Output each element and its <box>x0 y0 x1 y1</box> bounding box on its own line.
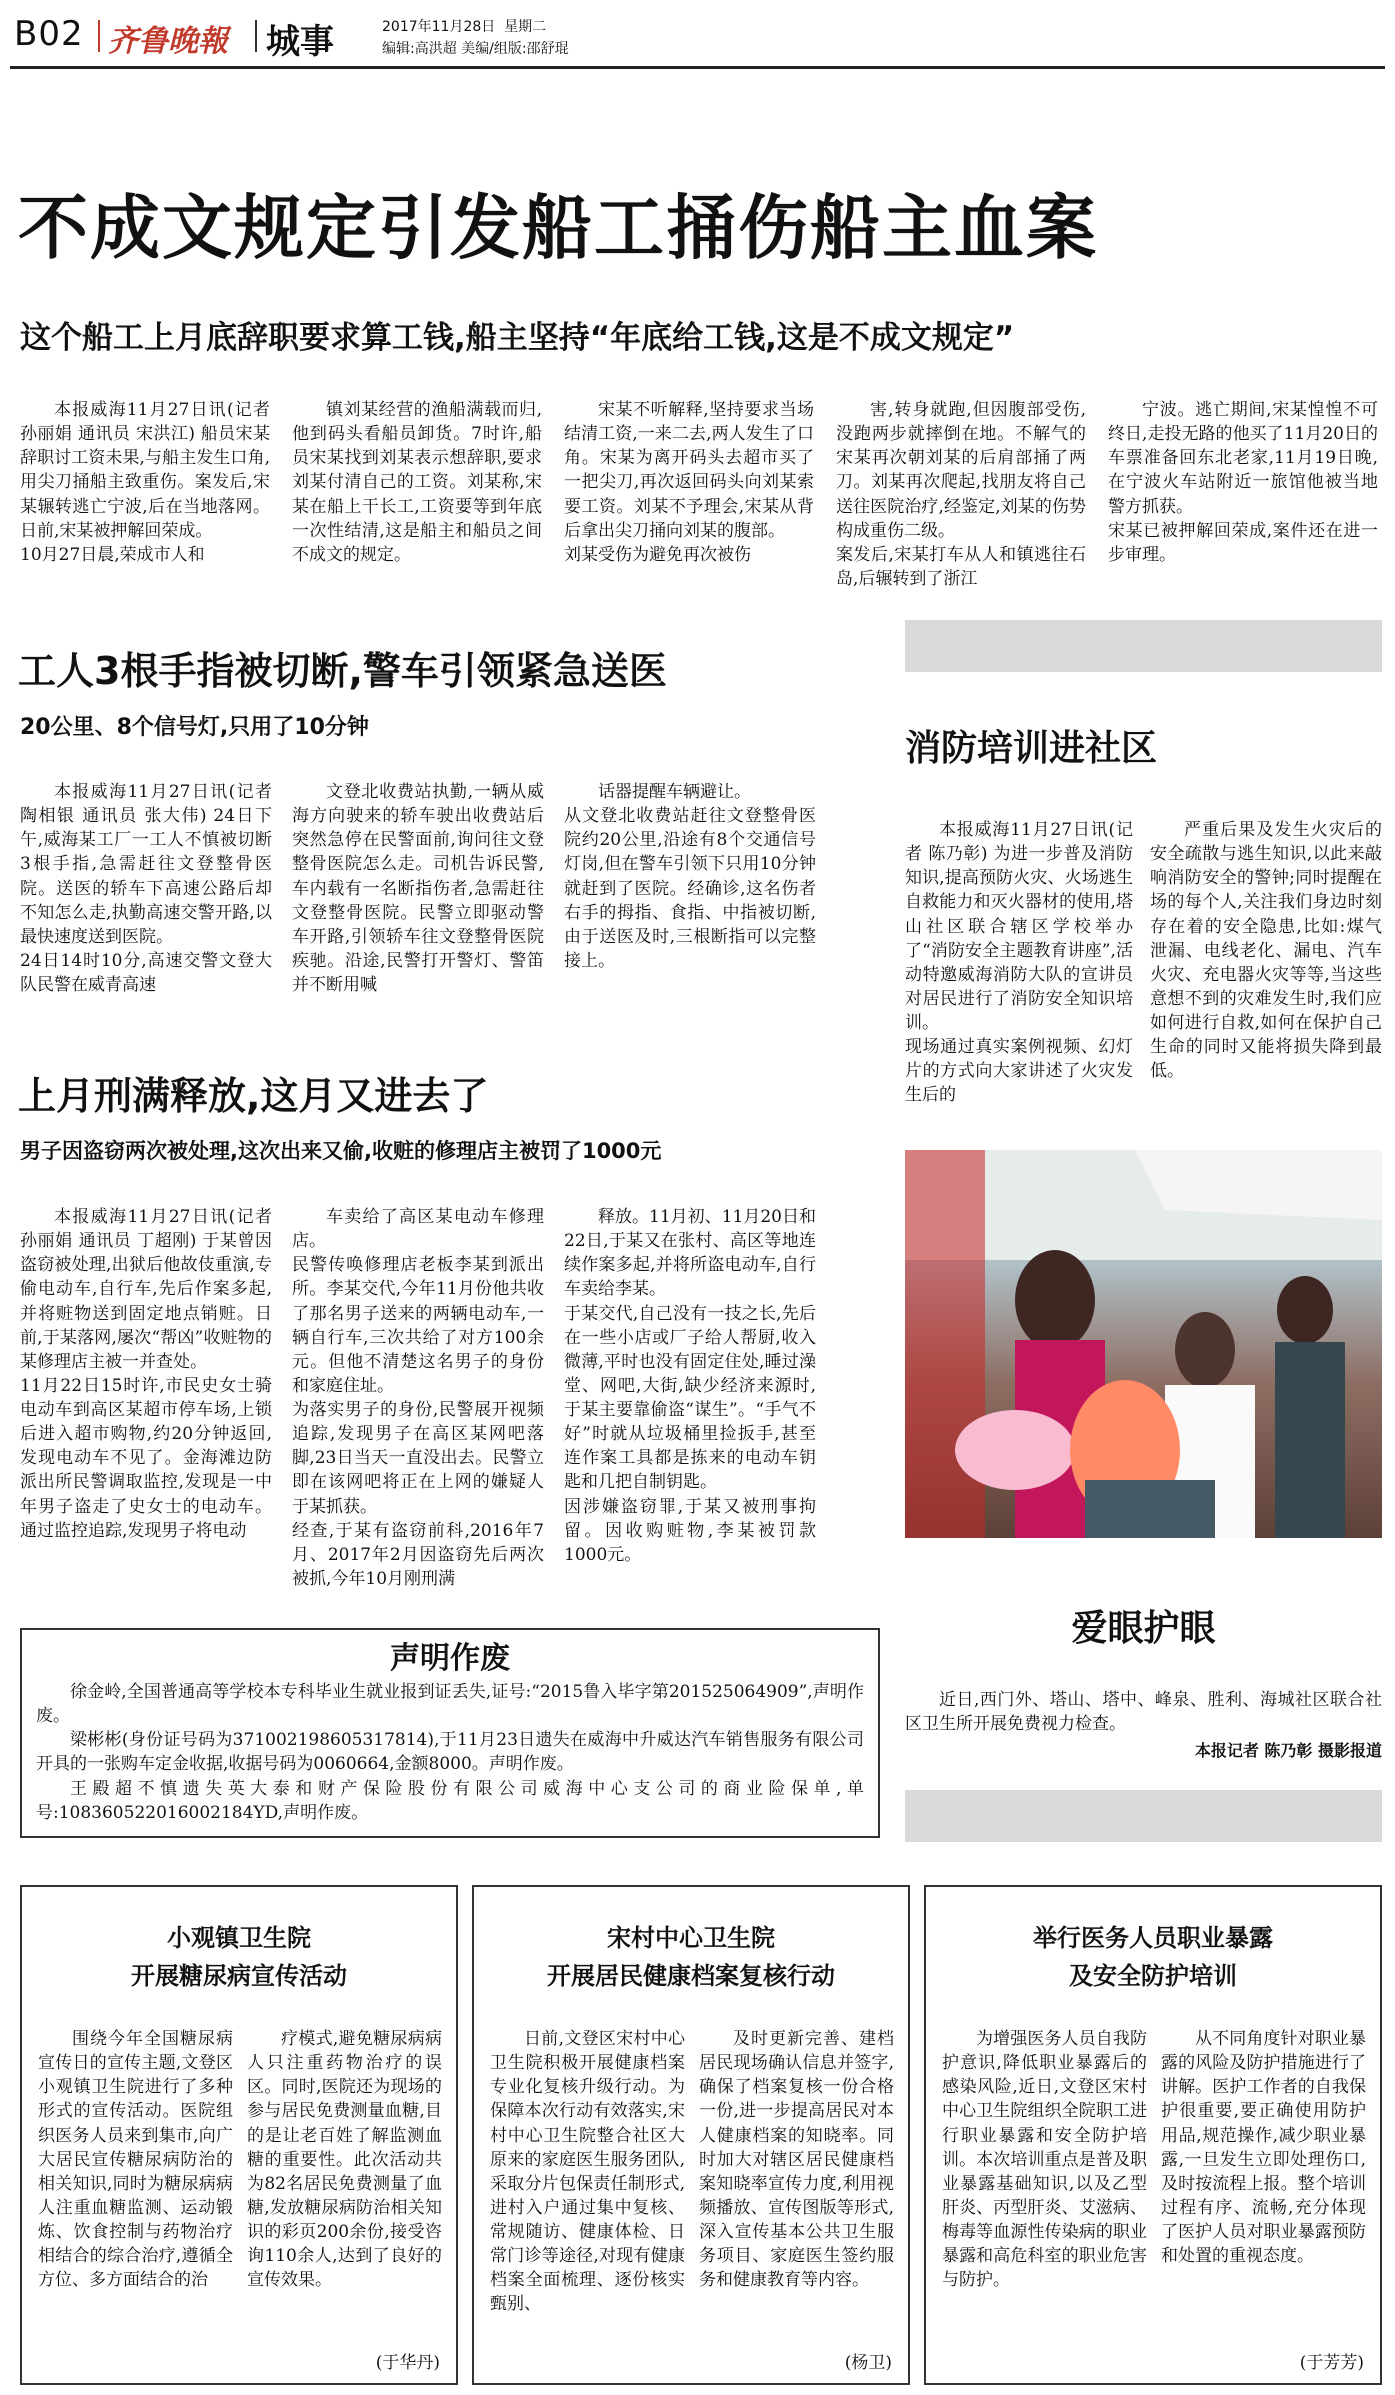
editor-credits: 编辑:高洪超 美编/组版:邵舒琨 <box>382 41 569 57</box>
box3-title-2: 及安全防护培训 <box>1069 1962 1237 1991</box>
lead-column-4 <box>836 398 1086 593</box>
box2-title-2: 开展居民健康档案复核行动 <box>547 1962 835 1991</box>
masthead-rule <box>10 66 1385 69</box>
photo-illustration <box>905 1150 1382 1538</box>
masthead <box>10 8 1385 62</box>
story3-text-1: 本报威海11月27日讯(记者 孙丽娟 通讯员 丁超刚) 于某曾因盗窃被处理,出狱后他故伎重演,专偷电动车,自行车,先后作案多起,并将赃物送到固定地点销赃。日前,于某落网,屡次“帮凶”收赃物的某修理店主被一并查处。 11月22日15时许,市民史女士骑电动车到高区某超市停车场,上锁后进入超市购物,约20分钟返回,发现电动车不见了。金海滩边防派出所民警调取监控,发现是一中年男子盗走了史女士的电动车。通过监控追踪,发现男子将电动 <box>20 1207 272 1541</box>
box1-column-1 <box>38 2027 233 2357</box>
page-number: B02 <box>14 14 84 54</box>
masthead-divider <box>98 20 100 52</box>
eye-headline: 爱眼护眼 <box>1071 1608 1216 1649</box>
lead-column-2 <box>292 398 542 593</box>
eye-credit: 本报记者 陈乃彰 摄影报道 <box>1194 1741 1382 1761</box>
box-1 <box>20 1885 458 2385</box>
lead-subheadline: 这个船工上月底辞职要求算工钱,船主坚持“年底给工钱,这是不成文规定” <box>20 320 1015 356</box>
story3-text-3: 释放。11月初、11月20日和22日,于某又在张村、高区等地连续作案多起,并将所盗电动车,自行车卖给李某。 于某交代,自己没有一技之长,先后在一些小店或厂子给人帮厨,收入微薄,平时也没有固定住处,睡过澡堂、网吧,大街,缺少经济来源时,于某主要靠偷盗“谋生”。“手气不好”时就从垃圾桶里捡扳手,甚至连作案工具都是拣来的电动车钥匙和几把自制钥匙。 因涉嫌盗窃罪,于某又被刑事拘留。因收购赃物,李某被罚款1000元。 <box>564 1207 816 1565</box>
story3-text-2: 车卖给了高区某电动车修理店。 民警传唤修理店老板李某到派出所。李某交代,今年11月份他共收了那名男子送来的两辆电动车,一辆自行车,三次共给了对方100余元。但他不清楚这名男子的身份和家庭住址。 为落实男子的身份,民警展开视频追踪,发现男子在高区某网吧落脚,23日当天一直没出去。民警立即在该网吧将正在上网的嫌疑人于某抓获。 经查,于某有盗窃前科,2016年7月、2017年2月因盗窃先后两次被抓,今年10月刚刑满 <box>292 1207 544 1589</box>
box2-column-2 <box>699 2027 894 2337</box>
story2-column-2 <box>292 780 544 1025</box>
story2-subheadline: 20公里、8个信号灯,只用了10分钟 <box>20 715 369 740</box>
lead-headline: 不成文规定引发船工捅伤船主血案 <box>18 187 1098 269</box>
weekday-text: 星期二 <box>504 19 547 35</box>
box-2 <box>472 1885 910 2385</box>
box2-column-1 <box>490 2027 685 2357</box>
box1-signature: (于华丹) <box>375 2353 440 2373</box>
box2-title-1: 宋村中心卫生院 <box>607 1924 775 1952</box>
section-name: 城事 <box>266 22 334 62</box>
lead-text-5: 宁波。逃亡期间,宋某惶惶不可终日,走投无路的他买了11月20日的车票准备回东北老家,11月19日晚,在宁波火车站附近一旅馆他被当地警方抓获。 宋某已被押解回荣成,案件还在进一步审理。 <box>1108 400 1378 565</box>
notice-item-1: 徐金岭,全国普通高等学校本专科毕业生就业报到证丢失,证号:“2015鲁入毕字第201525064909”,声明作废。 <box>36 1682 864 1727</box>
story2-text-1: 本报威海11月27日讯(记者 陶相银 通讯员 张大伟) 24日下午,威海某工厂一工人不慎被切断3根手指,急需赶往文登整骨医院。送医的轿车下高速公路后却不知怎么走,执勤高速交警开路,以最快速度送到医院。 24日14时10分,高速交警文登大队民警在威青高速 <box>20 782 272 995</box>
grey-bar-2 <box>905 1790 1382 1842</box>
lead-text-2: 镇刘某经营的渔船满载而归,他到码头看船员卸货。7时许,船员宋某找到刘某表示想辞职,要求刘某付清自己的工资。刘某称,宋某在船上干长工,工资要等到年底一次性结清,这是船主和船员之间不成文的规定。 <box>292 400 542 565</box>
notice-item-2: 梁彬彬(身份证号码为371002198605317814),于11月23日遗失在威海中升威达汽车销售服务有限公司开具的一张购车定金收据,收据号码为0060664,金额8000。声明作废。 <box>36 1730 864 1775</box>
box3-column-2 <box>1161 2027 1366 2337</box>
story3-subheadline: 男子因盗窃两次被处理,这次出来又偷,收赃的修理店主被罚了1000元 <box>20 1139 662 1163</box>
story3-headline: 上月刑满释放,这月又进去了 <box>18 1074 489 1118</box>
box1-text-2: 疗模式,避免糖尿病病人只注重药物治疗的误区。同时,医院还为现场的参与居民免费测量血糖,目的是让老百姓了解监测血糖的重要性。此次活动共为82名居民免费测量了血糖,发放糖尿病防治相关知识的彩页200余份,接受咨询110余人,达到了良好的宣传效果。 <box>247 2029 442 2291</box>
masthead-divider-2 <box>255 20 257 52</box>
lead-column-3 <box>564 398 814 593</box>
lead-column-5 <box>1108 398 1378 593</box>
box3-column-1 <box>942 2027 1147 2357</box>
story2-headline: 工人3根手指被切断,警车引领紧急送医 <box>18 649 667 693</box>
story3-column-1 <box>20 1205 272 1610</box>
notice-title: 声明作废 <box>390 1641 510 1676</box>
issue-date <box>382 16 546 36</box>
lead-text-4: 害,转身就跑,但因腹部受伤,没跑两步就摔倒在地。不解气的宋某再次朝刘某的后肩部捅了两刀。刘某再次爬起,找朋友将自己送往医院治疗,经鉴定,刘某的伤势构成重伤二级。 案发后,宋某打车从人和镇逃往石岛,后辗转到了浙江 <box>836 400 1086 589</box>
fire-column-2 <box>1150 818 1382 1133</box>
box2-text-2: 及时更新完善、建档居民现场确认信息并签字,确保了档案复核一份合格一份,进一步提高居民对本人健康档案的知晓率。同时加大对辖区居民健康档案知晓率宣传力度,利用视频播放、宣传图版等形式,深入宣传基本公共卫生服务项目、家庭医生签约服务和健康教育等内容。 <box>699 2029 894 2291</box>
fire-text-2: 严重后果及发生火灾后的安全疏散与逃生知识,以此来敲响消防安全的警钟;同时提醒在场的每个人,关注我们身边时刻存在着的安全隐患,比如:煤气泄漏、电线老化、漏电、汽车火灾、充电器火灾等等,当这些意想不到的灾难发生时,我们应如何进行自救,如何在保护自己生命的同时又能将损失降到最低。 <box>1150 820 1382 1082</box>
fire-text-1: 本报威海11月27日讯(记者 陈乃彰) 为进一步普及消防知识,提高预防火灾、火场逃生自救能力和灭火器材的使用,塔山社区联合辖区学校举办了“消防安全主题教育讲座”,活动特邀威海消防大队的宣讲员对居民进行了消防安全知识培训。 现场通过真实案例视频、幻灯片的方式向大家讲述了火灾发生后的 <box>905 820 1133 1106</box>
fire-column-1 <box>905 818 1133 1133</box>
story3-column-3 <box>564 1205 816 1610</box>
box1-column-2 <box>247 2027 442 2337</box>
box2-text-1: 日前,文登区宋村中心卫生院积极开展健康档案专业化复核升级行动。为保障本次行动有效落实,宋村中心卫生院整合社区大原来的家庭医生服务团队,采取分片包保责任制形式,进村入户通过集中复核、常规随访、健康体检、日常门诊等途径,对现有健康档案全面梳理、逐份核实甄别、 <box>490 2029 685 2315</box>
story2-column-1 <box>20 780 272 1025</box>
lead-text-1: 本报威海11月27日讯(记者 孙丽娟 通讯员 宋洪江) 船员宋某辞职讨工资未果,与船主发生口角,用尖刀捅船主致重伤。案发后,宋某辗转逃亡宁波,后在当地落网。日前,宋某被押解回荣成。 10月27日晨,荣成市人和 <box>20 400 270 565</box>
notice-item-3: 王殿超不慎遗失英大泰和财产保险股份有限公司威海中心支公司的商业险保单,单号:108360522016002184YD,声明作废。 <box>36 1778 864 1823</box>
story2-text-2: 文登北收费站执勤,一辆从威海方向驶来的轿车驶出收费站后突然急停在民警面前,询问往文登整骨医院怎么走。司机告诉民警,车内载有一名断指伤者,急需赶往文登整骨医院。民警立即驱动警车开路,引领轿车往文登整骨医院疾驰。沿途,民警打开警灯、警笛并不断用喊 <box>292 782 544 995</box>
grey-bar-1 <box>905 620 1382 672</box>
story2-column-3 <box>564 780 816 1025</box>
box3-signature: (于芳芳) <box>1299 2353 1364 2373</box>
lead-text-3: 宋某不听解释,坚持要求当场结清工资,一来二去,两人发生了口角。宋某为离开码头去超市买了一把尖刀,再次返回码头向刘某索要工资。刘某不予理会,宋某从背后拿出尖刀捅向刘某的腹部。 刘某受伤为避免再次被伤 <box>564 400 814 565</box>
lead-column-1 <box>20 398 270 593</box>
box1-text-1: 围绕今年全国糖尿病宣传日的宣传主题,文登区小观镇卫生院进行了多种形式的宣传活动。医院组织医务人员来到集市,向广大居民宣传糖尿病防治的相关知识,同时为糖尿病病人注重血糖监测、运动锻炼、饮食控制与药物治疗相结合的综合治疗,遵循全方位、多方面结合的治 <box>38 2029 233 2291</box>
eye-caption <box>905 1688 1382 1761</box>
box-3 <box>924 1885 1382 2385</box>
clinic-eye-exam-photo <box>905 1150 1382 1538</box>
date-text: 2017年11月28日 <box>382 19 496 35</box>
box1-title-1: 小观镇卫生院 <box>167 1924 311 1952</box>
notice-box <box>20 1628 880 1838</box>
fire-headline: 消防培训进社区 <box>905 728 1158 769</box>
box3-title-1: 举行医务人员职业暴露 <box>1033 1924 1273 1952</box>
story3-column-2 <box>292 1205 544 1610</box>
box3-text-2: 从不同角度针对职业暴露的风险及防护措施进行了讲解。医护工作者的自我保护很重要,要正确使用防护用品,规范操作,减少职业暴露,一旦发生立即处理伤口,及时按流程上报。整个培训过程有序、流畅,充分体现了医护人员对职业暴露预防和处置的重视态度。 <box>1161 2029 1366 2267</box>
paper-logo: 齐鲁晚報 <box>108 24 228 59</box>
box3-text-1: 为增强医务人员自我防护意识,降低职业暴露后的感染风险,近日,文登区宋村中心卫生院组织全院职工进行职业暴露和安全防护培训。本次培训重点是普及职业暴露基础知识,以及乙型肝炎、丙型肝炎、艾滋病、梅毒等血源性传染病的职业暴露和高危科室的职业危害与防护。 <box>942 2029 1147 2291</box>
box1-title-2: 开展糖尿病宣传活动 <box>131 1962 347 1991</box>
story2-text-3: 话器提醒车辆避让。 从文登北收费站赶往文登整骨医院约20公里,沿途有8个交通信号灯岗,但在警车引领下只用10分钟就赶到了医院。经确诊,这名伤者右手的拇指、食指、中指被切断,由于送医及时,三根断指可以完整接上。 <box>564 782 816 971</box>
eye-caption-text: 近日,西门外、塔山、塔中、峰泉、胜利、海城社区联合社区卫生所开展免费视力检查。 <box>905 1690 1382 1735</box>
box2-signature: (杨卫) <box>844 2353 892 2373</box>
